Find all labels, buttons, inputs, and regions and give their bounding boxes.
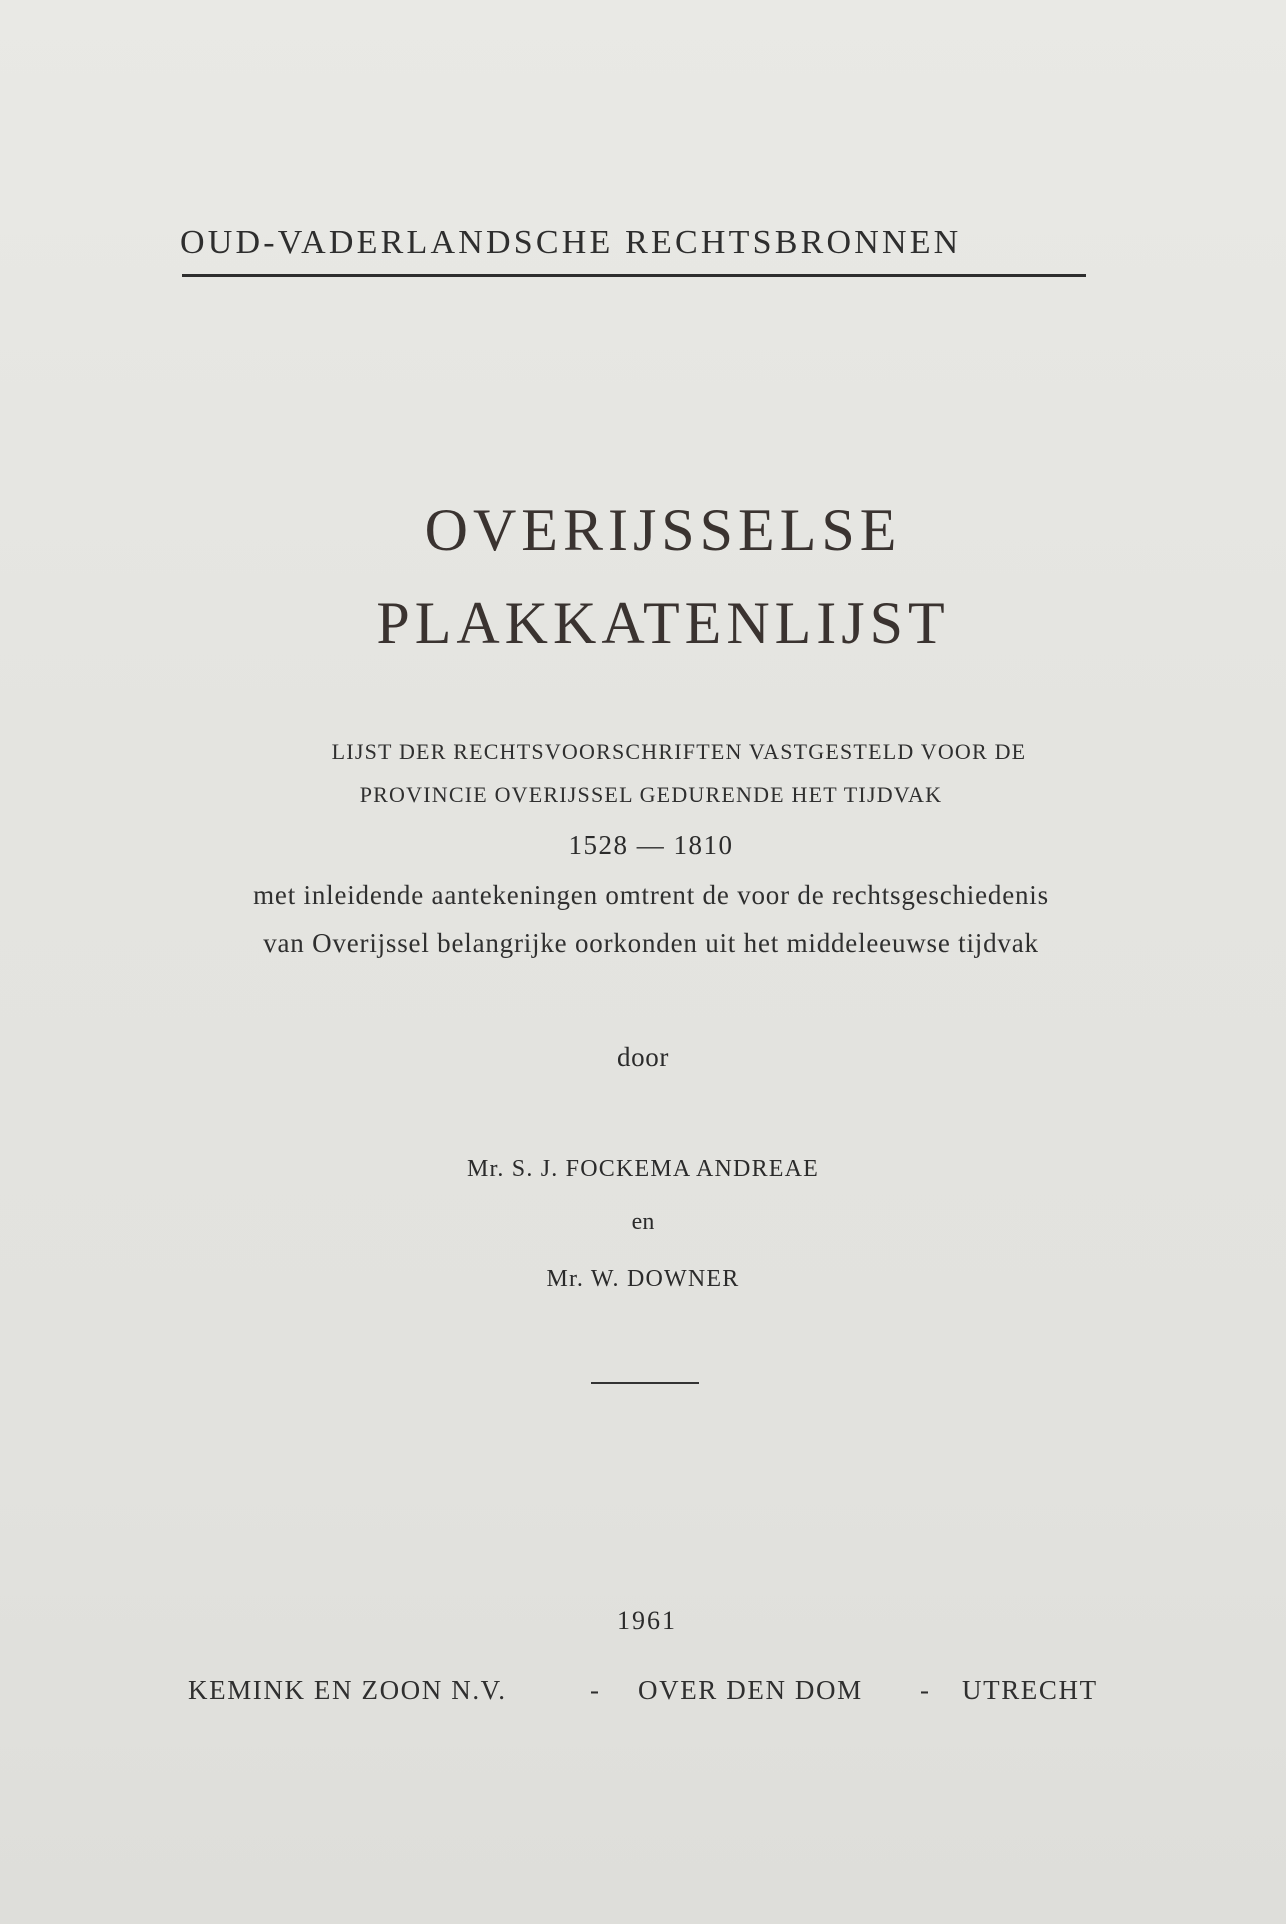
publisher-name: KEMINK EN ZOON N.V. (188, 1675, 507, 1705)
author-1: Mr. S. J. FOCKEMA ANDREAE (466, 1156, 820, 1182)
description-line-1: met inleidende aantekeningen omtrent de voor de rechtsgeschiedenis (253, 880, 1049, 910)
publication-year: 1961 (617, 1606, 677, 1635)
imprint-separator-2: - (920, 1675, 931, 1705)
byline-en: en (631, 1209, 655, 1235)
author-2: Mr. W. DOWNER (546, 1266, 740, 1292)
main-title-line-2: PLAKKATENLIJST (376, 590, 950, 656)
imprint-separator-1: - (590, 1675, 601, 1705)
subtitle-line-2: PROVINCIE OVERIJSSEL GEDURENDE HET TIJDVAK (359, 782, 943, 807)
series-underline (182, 274, 1086, 277)
series-title: OUD-VADERLANDSCHE RECHTSBRONNEN (180, 224, 962, 261)
main-title-line-1: OVERIJSSELSE (424, 497, 902, 563)
description-line-2: van Overijssel belangrijke oorkonden uit het middeleeuwse tijdvak (263, 928, 1039, 958)
subtitle-line-1: LIJST DER RECHTSVOORSCHRIFTEN VASTGESTELD VOOR DE (331, 739, 1027, 764)
byline-door: door (617, 1042, 669, 1072)
publisher-city: UTRECHT (962, 1675, 1098, 1705)
period-years: 1528 — 1810 (568, 830, 734, 860)
publisher-address: OVER DEN DOM (638, 1675, 863, 1705)
divider-rule (591, 1382, 699, 1384)
